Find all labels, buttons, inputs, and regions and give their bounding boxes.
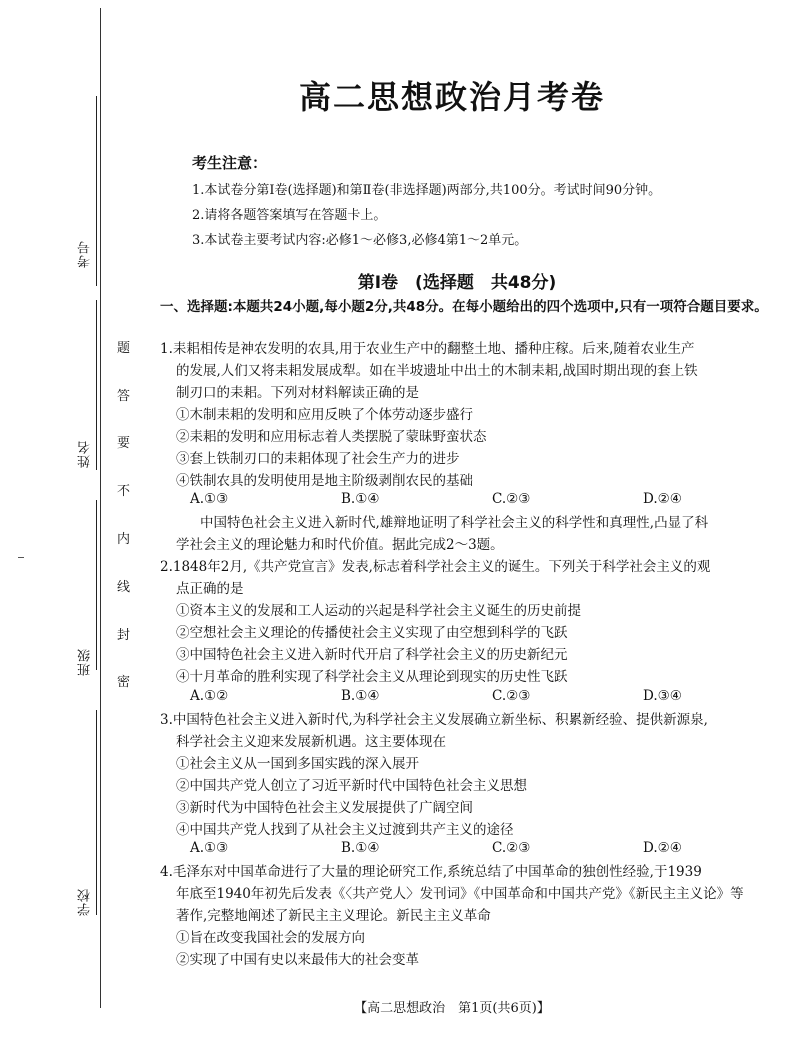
notice-item: 3.本试卷主要考试内容:必修1～必修3,必修4第1～2单元。 bbox=[192, 233, 528, 248]
statement: ④十月革命的胜利实现了科学社会主义从理论到现实的历史性飞跃 bbox=[176, 669, 568, 685]
exam-number-blank bbox=[96, 96, 97, 286]
statement: ①社会主义从一国到多国实践的深入展开 bbox=[176, 756, 419, 772]
statement: ③套上铁制刃口的耒耜体现了社会生产力的进步 bbox=[176, 451, 460, 467]
question-text: 科学社会主义迎来发展新机遇。这主要体现在 bbox=[176, 734, 446, 750]
seal-char: 密 bbox=[117, 675, 131, 690]
seal-char: 封 bbox=[117, 628, 131, 643]
option-c: C.②③ bbox=[492, 688, 531, 704]
section-heading: 第Ⅰ卷 (选择题 共48分) bbox=[357, 273, 557, 293]
binding-line bbox=[100, 8, 101, 1008]
seal-char: 要 bbox=[117, 436, 131, 451]
school-blank bbox=[96, 710, 97, 915]
class-blank bbox=[96, 500, 97, 670]
statement: ②中国共产党人创立了习近平新时代中国特色社会主义思想 bbox=[176, 778, 527, 794]
page-title: 高二思想政治月考卷 bbox=[298, 78, 605, 116]
question-text: 著作,完整地阐述了新民主主义理论。新民主主义革命 bbox=[176, 908, 491, 924]
page-footer: 【高二思想政治 第1页(共6页)】 bbox=[354, 1001, 550, 1016]
class-label: 班级 bbox=[78, 648, 93, 676]
question-text: 2.1848年2月,《共产党宣言》发表,标志着科学社会主义的诞生。下列关于科学社会主义的观 bbox=[160, 559, 711, 575]
section-instructions: 一、选择题:本题共24小题,每小题2分,共48分。在每小题给出的四个选项中,只有一项符合题目要求。 bbox=[160, 299, 768, 315]
question-text: 4.毛泽东对中国革命进行了大量的理论研究工作,系统总结了中国革命的独创性经验,于1939 bbox=[160, 864, 702, 880]
option-c: C.②③ bbox=[492, 840, 531, 856]
option-d: D.②④ bbox=[643, 491, 682, 507]
option-d: D.③④ bbox=[643, 688, 682, 704]
notice-item: 2.请将各题答案填写在答题卡上。 bbox=[192, 208, 387, 223]
seal-char: 线 bbox=[117, 580, 131, 595]
option-c: C.②③ bbox=[492, 491, 531, 507]
statement: ①资本主义的发展和工人运动的兴起是科学社会主义诞生的历史前提 bbox=[176, 603, 581, 619]
question-text: 制刃口的耒耜。下列对材料解读正确的是 bbox=[176, 385, 419, 401]
seal-char: 答 bbox=[117, 389, 131, 404]
question-text: 1.耒耜相传是神农发明的农具,用于农业生产中的翻整土地、播种庄稼。后来,随着农业生产 bbox=[160, 341, 695, 357]
statement: ④铁制农具的发明使用是地主阶级剥削农民的基础 bbox=[176, 473, 473, 489]
option-a: A.①③ bbox=[190, 491, 229, 507]
material-text: 中国特色社会主义进入新时代,雄辩地证明了科学社会主义的科学性和真理性,凸显了科 bbox=[200, 515, 709, 531]
material-text: 学社会主义的理论魅力和时代价值。据此完成2～3题。 bbox=[176, 537, 504, 553]
question-text: 点正确的是 bbox=[176, 581, 244, 597]
notice-heading: 考生注意： bbox=[192, 154, 268, 172]
option-b: B.①④ bbox=[341, 688, 380, 704]
seal-char: 题 bbox=[117, 341, 131, 356]
seal-char: 内 bbox=[117, 532, 131, 547]
statement: ②空想社会主义理论的传播使社会主义实现了由空想到科学的飞跃 bbox=[176, 625, 568, 641]
margin-mark bbox=[18, 557, 24, 558]
statement: ①木制耒耜的发明和应用反映了个体劳动逐步盛行 bbox=[176, 407, 473, 423]
school-label: 学校 bbox=[78, 888, 93, 916]
notice-item: 1.本试卷分第Ⅰ卷(选择题)和第Ⅱ卷(非选择题)两部分,共100分。考试时间90分钟。 bbox=[192, 183, 662, 198]
name-label: 姓名 bbox=[78, 440, 93, 468]
question-text: 年底至1940年初先后发表《〈共产党人〉发刊词》《中国革命和中国共产党》《新民主主义论》等 bbox=[176, 886, 744, 902]
seal-char: 不 bbox=[117, 484, 131, 499]
statement: ③新时代为中国特色社会主义发展提供了广阔空间 bbox=[176, 800, 473, 816]
statement: ④中国共产党人找到了从社会主义过渡到共产主义的途径 bbox=[176, 822, 514, 838]
statement: ②耒耜的发明和应用标志着人类摆脱了蒙昧野蛮状态 bbox=[176, 429, 487, 445]
name-blank bbox=[96, 300, 97, 470]
option-a: A.①③ bbox=[190, 840, 229, 856]
statement: ①旨在改变我国社会的发展方向 bbox=[176, 930, 365, 946]
statement: ②实现了中国有史以来最伟大的社会变革 bbox=[176, 952, 419, 968]
question-text: 3.中国特色社会主义进入新时代,为科学社会主义发展确立新坐标、积累新经验、提供新源泉, bbox=[160, 712, 708, 728]
exam-number-label: 考号 bbox=[78, 240, 93, 268]
option-b: B.①④ bbox=[341, 491, 380, 507]
option-d: D.②④ bbox=[643, 840, 682, 856]
question-text: 的发展,人们又将耒耜发展成犁。如在半坡遗址中出土的木制耒耜,战国时期出现的套上铁 bbox=[176, 363, 698, 379]
option-b: B.①④ bbox=[341, 840, 380, 856]
option-a: A.①② bbox=[190, 688, 229, 704]
statement: ③中国特色社会主义进入新时代开启了科学社会主义的历史新纪元 bbox=[176, 647, 568, 663]
